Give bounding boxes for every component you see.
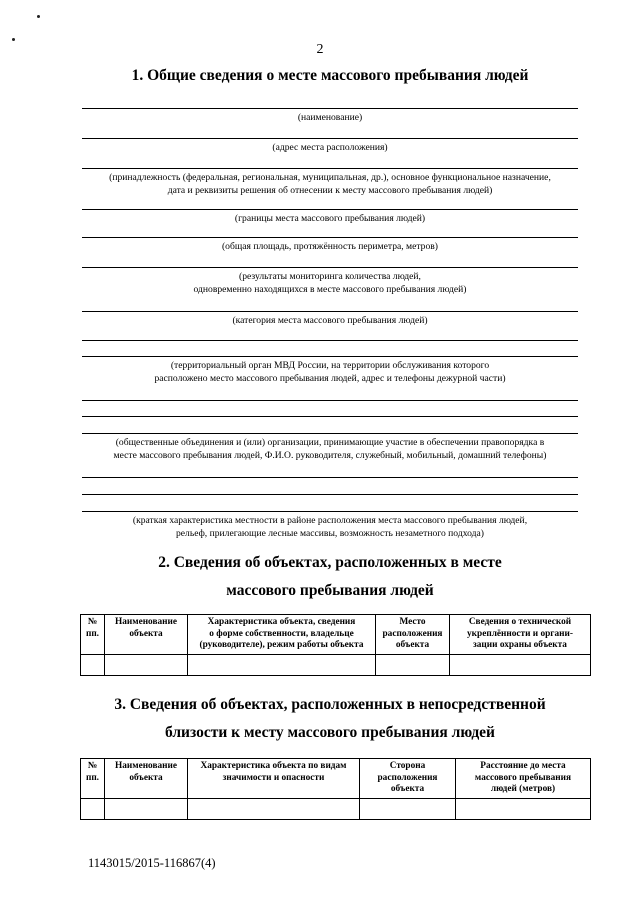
field-caption-area: (общая площадь, протяжённость периметра, метров) [221, 241, 438, 252]
field-caption-police: (территориальный орган МВД России, на территории обслуживания которого расположено место массового пребывания людей, адрес и телефоны дежурной части) [154, 360, 506, 384]
column-header-name: Наименование объекта [105, 615, 188, 655]
document-code: 1143015/2015-116867(4) [88, 856, 216, 870]
column-header-location: Место расположения объекта [376, 615, 450, 655]
fill-line [82, 138, 578, 139]
column-header-security: Сведения о технической укреплённости и органи- зации охраны объекта [450, 615, 591, 655]
field-caption-terrain: (краткая характеристика местности в районе расположения места массового пребывания людей, рельеф, прилегающие лесные массивы, возможность незаметного подхода) [132, 515, 528, 539]
fill-line [82, 311, 578, 312]
fill-line [82, 511, 578, 512]
column-header-distance: Расстояние до места массового пребывания людей (метров) [456, 759, 591, 799]
nearby-objects-table [80, 758, 591, 820]
fill-line [82, 416, 578, 417]
column-header-number: № пп. [81, 759, 105, 799]
table-cell[interactable] [81, 798, 105, 819]
scan-speck [37, 15, 40, 18]
column-header-side: Сторона расположения объекта [360, 759, 456, 799]
fill-line [82, 400, 578, 401]
fill-line [82, 168, 578, 169]
column-header-hazard: Характеристика объекта по видам значимости и опасности [188, 759, 360, 799]
table-cell[interactable] [456, 798, 591, 819]
section-3-title-line2: близости к месту массового пребывания людей [165, 724, 495, 741]
field-caption-category: (категория места массового пребывания людей) [232, 315, 428, 326]
field-caption-name: (наименование) [297, 112, 363, 123]
field-caption-monitoring: (результаты мониторинга количества людей, одновременно находящихся в месте массового пребывания людей) [193, 271, 467, 295]
column-header-name: Наименование объекта [105, 759, 188, 799]
field-caption-affiliation: (принадлежность (федеральная, региональная, муниципальная, др.), основное функциональное назначение, дата и реквизиты решения об отнесении к месту массового пребывания людей) [109, 172, 551, 196]
fill-line [82, 494, 578, 495]
table-header-row [81, 615, 591, 655]
table-row [81, 654, 591, 675]
field-caption-boundaries: (границы места массового пребывания людей) [234, 213, 426, 224]
table-cell[interactable] [188, 654, 376, 675]
table-cell[interactable] [105, 654, 188, 675]
table-cell[interactable] [188, 798, 360, 819]
objects-in-place-table [80, 614, 591, 676]
fill-line [82, 108, 578, 109]
table-row [81, 798, 591, 819]
field-caption-organizations: (общественные объединения и (или) организации, принимающие участие в обеспечении правопорядка в месте массового пребывания людей, Ф.И.О. руководителя, служебный, мобильный, домашний телефоны) [113, 437, 547, 461]
field-caption-address: (адрес места расположения) [272, 142, 388, 153]
column-header-number: № пп. [81, 615, 105, 655]
column-header-characteristics: Характеристика объекта, сведения о форме собственности, владельце (руководителе), режим работы объекта [188, 615, 376, 655]
page-number: 2 [316, 42, 324, 57]
fill-line [82, 477, 578, 478]
fill-line [82, 340, 578, 341]
fill-line [82, 209, 578, 210]
table-cell[interactable] [360, 798, 456, 819]
table-cell[interactable] [376, 654, 450, 675]
fill-line [82, 267, 578, 268]
section-2-title-line1: 2. Сведения об объектах, расположенных в месте [158, 554, 502, 571]
fill-line [82, 433, 578, 434]
table-header-row [81, 759, 591, 799]
fill-line [82, 356, 578, 357]
table-cell[interactable] [450, 654, 591, 675]
section-3-title-line1: 3. Сведения об объектах, расположенных в непосредственной [114, 696, 546, 713]
table-cell[interactable] [105, 798, 188, 819]
fill-line [82, 237, 578, 238]
section-2-title-line2: массового пребывания людей [226, 582, 434, 599]
section-1-title: 1. Общие сведения о месте массового пребывания людей [131, 67, 529, 84]
scan-speck [12, 38, 15, 41]
table-cell[interactable] [81, 654, 105, 675]
